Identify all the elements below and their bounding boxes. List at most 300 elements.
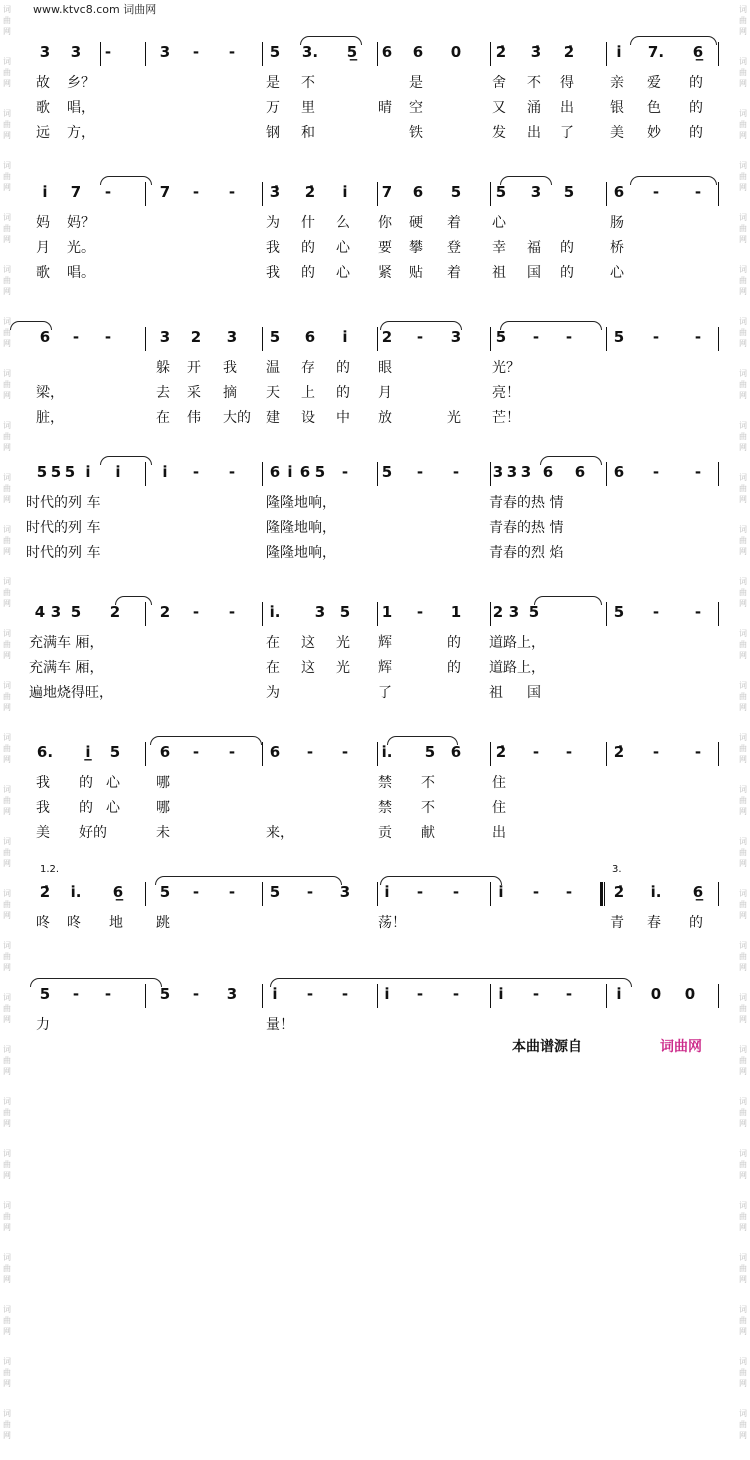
note: 2 xyxy=(492,603,504,621)
lyric: 爱 xyxy=(647,75,661,91)
note: 6 xyxy=(574,463,586,481)
note: 1 xyxy=(450,603,462,621)
note: - xyxy=(228,883,236,901)
tie-slur xyxy=(30,978,162,987)
note: 5 xyxy=(424,743,436,761)
volta-1: 1.2. xyxy=(40,864,60,875)
notes-row xyxy=(0,325,750,351)
lyric: 我 xyxy=(36,800,50,816)
lyric: 福 xyxy=(527,240,541,256)
lyric: 国 xyxy=(527,685,541,701)
watermark-unit: 词 曲 网 xyxy=(3,889,11,920)
note: 6 xyxy=(39,328,51,346)
note: - xyxy=(104,985,112,1003)
lyric: 禁 xyxy=(378,775,392,791)
note: 3 xyxy=(508,603,520,621)
note: 3 xyxy=(530,183,542,201)
watermark-unit: 词 曲 网 xyxy=(3,5,11,36)
lyric: 歌 xyxy=(36,265,50,281)
lyric: 采 xyxy=(187,385,201,401)
tie-slur xyxy=(540,456,602,465)
lyric: 建 xyxy=(266,410,280,426)
note: 5 xyxy=(109,743,121,761)
lyric: 荡！ xyxy=(378,915,406,931)
lyric: 的 xyxy=(79,775,93,791)
lyric: 辉 xyxy=(378,660,392,676)
barline xyxy=(718,42,719,66)
watermark-unit: 词 曲 网 xyxy=(739,1045,747,1076)
watermark-unit: 词 曲 网 xyxy=(3,525,11,556)
note: - xyxy=(192,463,200,481)
note: - xyxy=(694,183,702,201)
lyric: 力 xyxy=(36,1017,50,1033)
note: 6 xyxy=(613,183,625,201)
lyric: 青 xyxy=(610,915,624,931)
site-url: www.ktvc8.com 词曲网 xyxy=(33,3,157,16)
watermark-unit: 词 曲 网 xyxy=(3,109,11,140)
lyric-line-2 xyxy=(0,797,750,817)
note: 6̲ xyxy=(692,43,704,61)
lyric: 是 xyxy=(266,75,280,91)
watermark-unit: 词 曲 网 xyxy=(3,1357,11,1388)
note: 3̇ xyxy=(530,43,542,61)
barline xyxy=(718,882,719,906)
lyric-line-2 xyxy=(0,657,750,677)
barline xyxy=(718,742,719,766)
lyric: 时代的列 车 xyxy=(26,495,101,511)
lyric-line-2 xyxy=(0,237,750,257)
note: - xyxy=(192,43,200,61)
lyric: 了 xyxy=(560,125,574,141)
barline xyxy=(262,882,263,906)
note: 5 xyxy=(339,603,351,621)
watermark-unit: 词 曲 网 xyxy=(739,1149,747,1180)
barline xyxy=(145,327,146,351)
lyric: 你 xyxy=(378,215,392,231)
lyric: 咚 xyxy=(36,915,50,931)
lyric: 光 xyxy=(336,660,350,676)
lyric-line-1 xyxy=(0,492,750,512)
note: 6 xyxy=(450,743,462,761)
lyric-line-1 xyxy=(0,212,750,232)
lyric: 的 xyxy=(689,915,703,931)
volta-2: 3. xyxy=(612,864,622,875)
note: 5 xyxy=(495,328,507,346)
lyric: 和 xyxy=(301,125,315,141)
lyric: 光 xyxy=(447,410,461,426)
note: i̇ xyxy=(616,43,622,61)
watermark-unit: 词 曲 网 xyxy=(3,1201,11,1232)
lyric: 银 xyxy=(610,100,624,116)
lyric: 出 xyxy=(527,125,541,141)
note: 5 xyxy=(159,985,171,1003)
lyric-line-3 xyxy=(0,822,750,842)
tie-slur xyxy=(387,736,458,745)
note: 5 xyxy=(563,183,575,201)
note: i̇. xyxy=(70,883,82,901)
watermark-unit: 词 曲 网 xyxy=(3,577,11,608)
barline xyxy=(262,42,263,66)
note: 2̇ xyxy=(613,743,625,761)
note: - xyxy=(228,43,236,61)
note: - xyxy=(72,328,80,346)
watermark-unit: 词 曲 网 xyxy=(739,421,747,452)
lyric: 设 xyxy=(301,410,315,426)
barline xyxy=(606,984,607,1008)
note: 6 xyxy=(304,328,316,346)
barline xyxy=(262,984,263,1008)
lyric: 不 xyxy=(421,800,435,816)
watermark-unit: 词 曲 网 xyxy=(739,317,747,348)
note: 3̇ xyxy=(269,183,281,201)
watermark-unit: 词 曲 网 xyxy=(739,785,747,816)
lyric: 放 xyxy=(378,410,392,426)
tie-slur xyxy=(380,321,462,330)
lyric: 妈 xyxy=(36,215,50,231)
watermark-unit: 词 曲 网 xyxy=(3,369,11,400)
lyric: 月 xyxy=(36,240,50,256)
lyric: 地 xyxy=(109,915,123,931)
note: - xyxy=(652,183,660,201)
lyric: 春 xyxy=(647,915,661,931)
lyric: 祖 xyxy=(489,685,503,701)
watermark-unit: 词 曲 网 xyxy=(3,993,11,1024)
lyric: 桥 xyxy=(610,240,624,256)
tie-slur xyxy=(100,176,152,185)
barline xyxy=(606,182,607,206)
watermark-unit: 词 曲 网 xyxy=(739,889,747,920)
lyric: 天 xyxy=(266,385,280,401)
note: 6. xyxy=(36,743,54,761)
lyric: 不 xyxy=(527,75,541,91)
note: - xyxy=(532,743,540,761)
lyric: 中 xyxy=(336,410,350,426)
lyric: 咚 xyxy=(67,915,81,931)
lyric-line-2 xyxy=(0,517,750,537)
note: 2 xyxy=(159,603,171,621)
note: 2̇ xyxy=(39,883,51,901)
note: 3 xyxy=(50,603,62,621)
lyric-line-1 xyxy=(0,72,750,92)
lyric: 我 xyxy=(266,265,280,281)
note: i̇ xyxy=(272,985,278,1003)
note: 2̇ xyxy=(495,43,507,61)
lyric: 国 xyxy=(527,265,541,281)
note: i̇ xyxy=(115,463,121,481)
lyric: 发 xyxy=(492,125,506,141)
tie-slur xyxy=(500,176,552,185)
lyric: 道路上， xyxy=(489,635,545,651)
barline xyxy=(718,327,719,351)
note: - xyxy=(416,603,424,621)
note: 6 xyxy=(159,743,171,761)
note: 5 xyxy=(50,463,62,481)
note: i̇ xyxy=(162,463,168,481)
note: - xyxy=(306,985,314,1003)
note: - xyxy=(452,883,460,901)
note: 0 xyxy=(650,985,662,1003)
tie-slur xyxy=(380,876,502,885)
tie-slur xyxy=(300,36,362,45)
lyric: 远 xyxy=(36,125,50,141)
note: i̇. xyxy=(381,743,393,761)
lyric: 贴 xyxy=(409,265,423,281)
brand-logo[interactable]: 词曲网 xyxy=(660,1039,702,1055)
tie-slur xyxy=(630,176,717,185)
note: - xyxy=(341,985,349,1003)
watermark-unit: 词 曲 网 xyxy=(739,5,747,36)
lyric: 歌 xyxy=(36,100,50,116)
lyric: 禁 xyxy=(378,800,392,816)
lyric: 登 xyxy=(447,240,461,256)
note: - xyxy=(652,743,660,761)
note: 3 xyxy=(450,328,462,346)
lyric: 美 xyxy=(36,825,50,841)
note: 2 xyxy=(109,603,121,621)
watermark-unit: 词 曲 网 xyxy=(739,265,747,296)
lyric: 住 xyxy=(492,800,506,816)
lyric: 存 xyxy=(301,360,315,376)
lyric: 祖 xyxy=(492,265,506,281)
note: i̇. xyxy=(269,603,281,621)
note: 3 xyxy=(70,43,82,61)
lyric: 心 xyxy=(106,800,120,816)
lyric: 青春的热 情 xyxy=(489,520,564,536)
watermark-unit: 词 曲 网 xyxy=(739,525,747,556)
note: 3 xyxy=(506,463,518,481)
tie-slur xyxy=(270,978,632,987)
lyric: 幸 xyxy=(492,240,506,256)
lyric: 哪 xyxy=(156,775,170,791)
note: 5 xyxy=(613,328,625,346)
barline xyxy=(262,462,263,486)
note: 5 xyxy=(613,603,625,621)
note: 5 xyxy=(450,183,462,201)
note: 5 xyxy=(64,463,76,481)
note: - xyxy=(192,883,200,901)
notes-row xyxy=(0,600,750,626)
watermark-unit: 词 曲 网 xyxy=(3,161,11,192)
note: - xyxy=(228,183,236,201)
lyric: 青春的热 情 xyxy=(489,495,564,511)
note: 6̲ xyxy=(112,883,124,901)
tie-slur xyxy=(630,36,717,45)
lyric-line-2 xyxy=(0,97,750,117)
note: - xyxy=(228,743,236,761)
watermark-unit: 词 曲 网 xyxy=(3,837,11,868)
watermark-unit: 词 曲 网 xyxy=(739,109,747,140)
lyric: 要 xyxy=(378,240,392,256)
lyric: 钢 xyxy=(266,125,280,141)
lyric: 里 xyxy=(301,100,315,116)
note: 5 xyxy=(70,603,82,621)
note: - xyxy=(452,985,460,1003)
lyric: 亮！ xyxy=(492,385,520,401)
lyric: 出 xyxy=(492,825,506,841)
watermark-unit: 词 曲 网 xyxy=(3,1045,11,1076)
lyric: 上 xyxy=(301,385,315,401)
lyric: 方， xyxy=(67,125,95,141)
lyric-line-3 xyxy=(0,682,750,702)
note: 3 xyxy=(159,328,171,346)
lyric: 献 xyxy=(421,825,435,841)
lyric: 眼 xyxy=(378,360,392,376)
lyric: 的 xyxy=(336,360,350,376)
note: i̇ xyxy=(384,985,390,1003)
lyric: 充满车 厢， xyxy=(29,660,104,676)
note: - xyxy=(192,183,200,201)
note: 6̲ xyxy=(692,883,704,901)
lyric: 光。 xyxy=(67,240,95,256)
lyric: 的 xyxy=(301,265,315,281)
note: 6 xyxy=(412,43,424,61)
note: i̇ xyxy=(498,883,504,901)
note: 5 xyxy=(381,463,393,481)
watermark-unit: 词 曲 网 xyxy=(3,1409,11,1440)
watermark-unit: 词 曲 网 xyxy=(739,473,747,504)
notes-row xyxy=(0,864,750,906)
note: - xyxy=(416,463,424,481)
barline xyxy=(606,42,607,66)
lyric-line-3 xyxy=(0,122,750,142)
lyric-line-2 xyxy=(0,382,750,402)
watermark-unit: 词 曲 网 xyxy=(739,837,747,868)
lyric: 铁 xyxy=(409,125,423,141)
lyric: 故 xyxy=(36,75,50,91)
lyric: 隆隆地响， xyxy=(266,545,336,561)
lyric: 晴 xyxy=(378,100,392,116)
barline xyxy=(145,42,146,66)
watermark-unit: 词 曲 网 xyxy=(3,1253,11,1284)
watermark-unit: 词 曲 网 xyxy=(3,1149,11,1180)
lyric: 为 xyxy=(266,215,280,231)
lyric: 芒！ xyxy=(492,410,520,426)
note: - xyxy=(104,43,112,61)
note: - xyxy=(652,463,660,481)
note: 3 xyxy=(520,463,532,481)
watermark-unit: 词 曲 网 xyxy=(739,993,747,1024)
barline xyxy=(145,882,146,906)
lyric: 空 xyxy=(409,100,423,116)
barline xyxy=(145,742,146,766)
tie-slur xyxy=(150,736,262,745)
note: i̇ xyxy=(85,463,91,481)
note: - xyxy=(192,603,200,621)
lyric: 什 xyxy=(301,215,315,231)
lyric: 了 xyxy=(378,685,392,701)
note: - xyxy=(228,463,236,481)
note: 6 xyxy=(381,43,393,61)
note: 5 xyxy=(314,463,326,481)
note: i̇ xyxy=(287,463,293,481)
barline xyxy=(718,182,719,206)
lyric-line-3 xyxy=(0,262,750,282)
lyric: 梁， xyxy=(36,385,64,401)
note: i̇. xyxy=(650,883,662,901)
lyric: 未 xyxy=(156,825,170,841)
lyric-line-1 xyxy=(0,912,750,932)
barline xyxy=(262,602,263,626)
lyric-line-1 xyxy=(0,1014,750,1034)
watermark-unit: 词 曲 网 xyxy=(3,57,11,88)
note: - xyxy=(565,743,573,761)
lyric: 不 xyxy=(301,75,315,91)
lyric: 妈？ xyxy=(67,215,95,231)
barline xyxy=(718,984,719,1008)
note: 7 xyxy=(159,183,171,201)
lyric: 心 xyxy=(336,240,350,256)
watermark-unit: 词 曲 网 xyxy=(739,681,747,712)
watermark-unit: 词 曲 网 xyxy=(739,57,747,88)
lyric: 住 xyxy=(492,775,506,791)
note: - xyxy=(565,883,573,901)
note: 0 xyxy=(450,43,462,61)
note: - xyxy=(306,743,314,761)
lyric: 在 xyxy=(266,660,280,676)
lyric: 躲 xyxy=(156,360,170,376)
lyric: 么 xyxy=(336,215,350,231)
watermark-unit: 词 曲 网 xyxy=(3,629,11,660)
tie-slur xyxy=(500,321,602,330)
watermark-unit: 词 曲 网 xyxy=(739,1201,747,1232)
lyric: 是 xyxy=(409,75,423,91)
lyric: 开 xyxy=(187,360,201,376)
source-label: 本曲谱源自 xyxy=(512,1039,582,1055)
lyric: 的 xyxy=(560,265,574,281)
lyric: 紧 xyxy=(378,265,392,281)
lyric-line-3 xyxy=(0,542,750,562)
note: i̇ xyxy=(42,183,48,201)
watermark-unit: 词 曲 网 xyxy=(3,421,11,452)
note: 3 xyxy=(314,603,326,621)
watermark-unit: 词 曲 网 xyxy=(739,1305,747,1336)
watermark-unit: 词 曲 网 xyxy=(739,733,747,764)
lyric: 我 xyxy=(223,360,237,376)
note: 3 xyxy=(226,985,238,1003)
note: - xyxy=(452,463,460,481)
note: 5̲ xyxy=(346,43,358,61)
note: - xyxy=(694,743,702,761)
lyric: 心 xyxy=(106,775,120,791)
note: 2 xyxy=(190,328,202,346)
note: 6 xyxy=(269,463,281,481)
lyric: 我 xyxy=(266,240,280,256)
note: - xyxy=(104,328,112,346)
barline xyxy=(145,462,146,486)
note: 6 xyxy=(542,463,554,481)
note: i̇ xyxy=(498,985,504,1003)
lyric: 哪 xyxy=(156,800,170,816)
lyric: 量！ xyxy=(266,1017,294,1033)
note: 2 xyxy=(381,328,393,346)
lyric: 舍 xyxy=(492,75,506,91)
lyric: 出 xyxy=(560,100,574,116)
lyric: 这 xyxy=(301,635,315,651)
barline xyxy=(606,742,607,766)
lyric: 心 xyxy=(492,215,506,231)
note: 2̇ xyxy=(563,43,575,61)
note: 1 xyxy=(381,603,393,621)
lyric: 来， xyxy=(266,825,294,841)
watermark-unit: 词 曲 网 xyxy=(3,941,11,972)
lyric: 在 xyxy=(156,410,170,426)
note: - xyxy=(532,883,540,901)
lyric: 乡？ xyxy=(67,75,95,91)
note: - xyxy=(306,883,314,901)
note: 6 xyxy=(613,463,625,481)
note: - xyxy=(416,883,424,901)
watermark-unit: 词 曲 网 xyxy=(739,941,747,972)
